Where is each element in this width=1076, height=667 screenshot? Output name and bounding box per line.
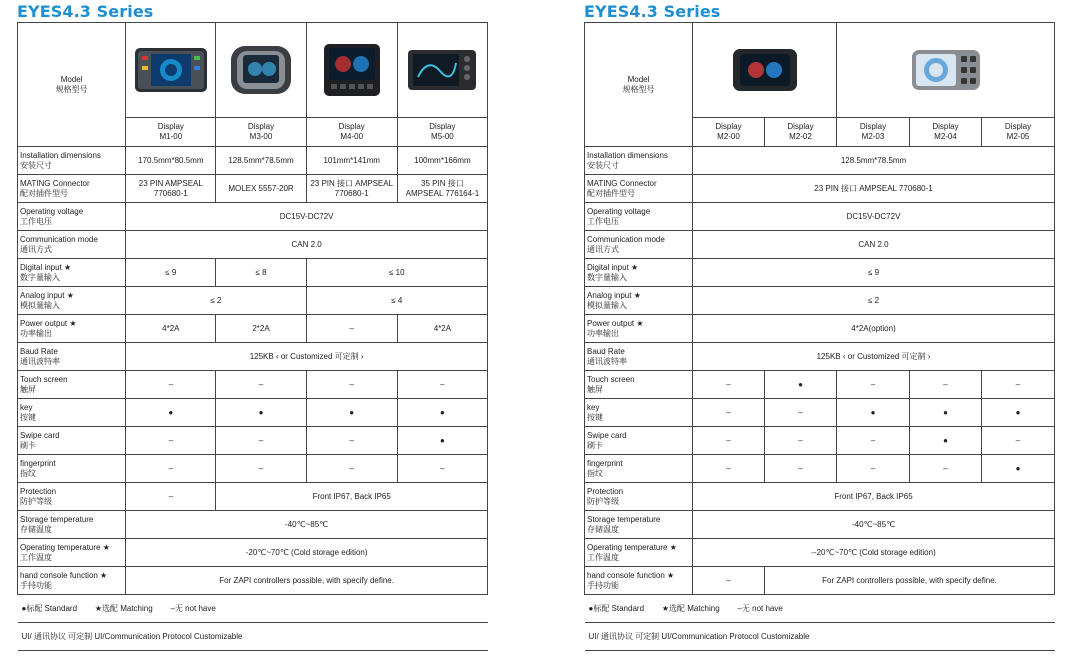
model-name: Display: [157, 122, 184, 131]
product-image-cell: [837, 23, 1055, 118]
model-name: Display: [787, 122, 814, 131]
model-name-cell: [693, 118, 765, 147]
cell: DC15V-DC72V: [126, 203, 488, 231]
cell: –: [397, 371, 487, 399]
product-image-cell: [216, 23, 306, 118]
cell: –: [765, 399, 837, 427]
model-name-cell: [765, 118, 837, 147]
cell: ≤ 9: [693, 259, 1055, 287]
model-name: Display: [932, 122, 959, 131]
cell: 4*2A: [126, 315, 216, 343]
row-label: Operating voltage 工作电压: [18, 203, 126, 231]
model-name: Display: [429, 122, 456, 131]
note-row: [585, 623, 1055, 651]
row-label: Protection 防护等级: [585, 483, 693, 511]
row-power: [585, 315, 1055, 343]
cell: –: [910, 455, 982, 483]
row-digital: [585, 259, 1055, 287]
row-storage: [585, 511, 1055, 539]
row-label: Swipe card 刷卡: [585, 427, 693, 455]
model-name-cell: [306, 118, 397, 147]
cell: ≤ 2: [693, 287, 1055, 315]
cell: -40℃~85℃: [693, 511, 1055, 539]
row-swipe: [18, 427, 488, 455]
model-name-cell: [837, 118, 910, 147]
product-image-cell: [693, 23, 837, 118]
legend-standard: ●标配 Standard: [588, 603, 645, 613]
model-name-cell: [397, 118, 487, 147]
cell: For ZAPI controllers possible, with specify define.: [765, 567, 1055, 595]
cell: ●: [397, 427, 487, 455]
row-analog: [585, 287, 1055, 315]
cell: Front IP67, Back IP65: [216, 483, 488, 511]
cell: 170.5mm*80.5mm: [126, 147, 216, 175]
model-code: M3-00: [249, 132, 273, 141]
cell: –: [306, 427, 397, 455]
cell: –: [765, 427, 837, 455]
row-finger: [18, 455, 488, 483]
cell: ●: [306, 399, 397, 427]
cell: –: [693, 567, 765, 595]
product-image-cell: [306, 23, 397, 118]
product-image-cell: [397, 23, 487, 118]
legend-matching: ★选配 Matching: [94, 603, 153, 613]
cell: 125KB ‹ or Customized 可定制 ›: [693, 343, 1055, 371]
row-label: Analog input ★ 模拟量输入: [585, 287, 693, 315]
legend: [585, 595, 1055, 623]
row-label: Touch screen 触屏: [585, 371, 693, 399]
cell: 23 PIN AMPSEAL 770680-1: [126, 175, 216, 203]
model-label-cell: [585, 23, 693, 147]
model-code: M2-04: [934, 132, 957, 141]
cell: ≤ 9: [126, 259, 216, 287]
row-label: MATING Connector 配对插件型号: [18, 175, 126, 203]
model-label-en: Model: [627, 74, 650, 84]
row-mating: [18, 175, 488, 203]
row-protect: [18, 483, 488, 511]
row-install: [585, 147, 1055, 175]
cell: –: [306, 371, 397, 399]
row-label: hand console function ★ 手持功能: [585, 567, 693, 595]
legend-standard: ●标配 Standard: [21, 603, 78, 613]
cell: --20℃~70℃ (Cold storage edition): [693, 539, 1055, 567]
cell: –: [693, 455, 765, 483]
cell: For ZAPI controllers possible, with specify define.: [126, 567, 488, 595]
cell: -40℃~85℃: [126, 511, 488, 539]
row-label: Analog input ★ 模拟量输入: [18, 287, 126, 315]
model-name-cell: [982, 118, 1055, 147]
cell: ●: [837, 399, 910, 427]
model-name: Display: [247, 122, 275, 131]
cell: 2*2A: [216, 315, 306, 343]
row-label: Baud Rate 通讯波特率: [18, 343, 126, 371]
row-label: Touch screen 触屏: [18, 371, 126, 399]
row-label: key 按键: [18, 399, 126, 427]
cell: –: [765, 455, 837, 483]
cell: DC15V-DC72V: [693, 203, 1055, 231]
display-m2-image: [730, 44, 800, 96]
cell: ●: [982, 399, 1055, 427]
row-label: Installation dimensions 安装尺寸: [18, 147, 126, 175]
cell: –: [126, 371, 216, 399]
row-hand: [18, 567, 488, 595]
model-name: Display: [859, 122, 887, 131]
cell: –: [126, 427, 216, 455]
note-row: [18, 623, 488, 651]
cell: ≤ 4: [306, 287, 487, 315]
model-code: M2-05: [1006, 132, 1030, 141]
cell: –: [126, 455, 216, 483]
row-label: MATING Connector 配对插件型号: [585, 175, 693, 203]
display-m4-image: [321, 42, 383, 98]
row-optemp: [585, 539, 1055, 567]
row-label: Storage temperature 存储温度: [18, 511, 126, 539]
cell: –: [216, 427, 306, 455]
row-label: Power output ★ 功率输出: [585, 315, 693, 343]
row-power: [18, 315, 488, 343]
row-touch: [585, 371, 1055, 399]
row-label: Protection 防护等级: [18, 483, 126, 511]
row-label: Storage temperature 存储温度: [585, 511, 693, 539]
row-key: [585, 399, 1055, 427]
model-code: M1-00: [159, 132, 183, 141]
model-code: M4-00: [340, 132, 364, 141]
cell: CAN 2.0: [126, 231, 488, 259]
row-label: hand console function ★ 手持功能: [18, 567, 126, 595]
cell: –: [693, 399, 765, 427]
spec-table: [17, 22, 488, 651]
row-label: Communication mode 通讯方式: [585, 231, 693, 259]
cell: 128.5mm*78.5mm: [693, 147, 1055, 175]
cell: 101mm*141mm: [306, 147, 397, 175]
row-baud: [18, 343, 488, 371]
model-code: M2-03: [861, 132, 885, 141]
cell: 125KB ‹ or Customized 可定制 ›: [126, 343, 488, 371]
cell: –: [837, 427, 910, 455]
row-finger: [585, 455, 1055, 483]
cell: CAN 2.0: [693, 231, 1055, 259]
cell: –: [397, 455, 487, 483]
cell: –: [693, 371, 765, 399]
cell: –: [126, 483, 216, 511]
row-label: Communication mode 通讯方式: [18, 231, 126, 259]
model-code: M2-00: [717, 132, 740, 141]
row-protect: [585, 483, 1055, 511]
cell: ●: [982, 455, 1055, 483]
row-label: fingerprint 指纹: [585, 455, 693, 483]
cell: –: [982, 371, 1055, 399]
row-optemp: [18, 539, 488, 567]
row-label: Baud Rate 通讯波特率: [585, 343, 693, 371]
row-label: Digital input ★ 数字量输入: [585, 259, 693, 287]
model-name-cell: [126, 118, 216, 147]
row-label: Operating temperature ★ 工作温度: [585, 539, 693, 567]
row-label: fingerprint 指纹: [18, 455, 126, 483]
cell: –: [910, 371, 982, 399]
legend-none: –无 not have: [737, 603, 783, 613]
cell: ●: [910, 399, 982, 427]
model-label-cell: [18, 23, 126, 147]
row-comm: [585, 231, 1055, 259]
cell: –: [216, 371, 306, 399]
cell: ●: [126, 399, 216, 427]
cell: –: [306, 315, 397, 343]
cell: ●: [216, 399, 306, 427]
cell: 128.5mm*78.5mm: [216, 147, 306, 175]
model-code: M5-00: [431, 132, 454, 141]
cell: 4*2A(option): [693, 315, 1055, 343]
row-label: Power output ★ 功率输出: [18, 315, 126, 343]
series-title: EYES4.3 Series: [17, 2, 154, 21]
spec-table: [584, 22, 1055, 651]
row-label: Digital input ★ 数字量输入: [18, 259, 126, 287]
cell: ≤ 10: [306, 259, 487, 287]
model-code: M2-02: [789, 132, 812, 141]
cell: ≤ 8: [216, 259, 306, 287]
cell: Front IP67, Back IP65: [693, 483, 1055, 511]
cell: ●: [910, 427, 982, 455]
display-m2-keypad-image: [910, 44, 982, 96]
cell: ≤ 2: [126, 287, 306, 315]
cell: –: [306, 455, 397, 483]
model-label-cn: 规格型号: [55, 84, 88, 94]
cell: -20℃~70℃ (Cold storage edition): [126, 539, 488, 567]
cell: ●: [765, 371, 837, 399]
protocol-note: UI/ 通讯协议 可定制 UI/Communication Protocol Customizable: [585, 623, 1055, 651]
cell: –: [837, 371, 910, 399]
model-name-cell: [910, 118, 982, 147]
row-mating: [585, 175, 1055, 203]
row-label: Operating temperature ★ 工作温度: [18, 539, 126, 567]
cell: MOLEX 5557-20R: [216, 175, 306, 203]
row-label: Swipe card 刷卡: [18, 427, 126, 455]
row-digital: [18, 259, 488, 287]
model-name: Display: [338, 122, 365, 131]
display-m3-image: [229, 42, 293, 98]
model-name-cell: [216, 118, 306, 147]
row-voltage: [18, 203, 488, 231]
legend-matching: ★选配 Matching: [661, 603, 720, 613]
row-comm: [18, 231, 488, 259]
cell: 4*2A: [397, 315, 487, 343]
model-name: Display: [1004, 122, 1032, 131]
model-label-en: Model: [60, 74, 83, 84]
cell: 100mm*166mm: [397, 147, 487, 175]
cell: 35 PIN 接口 AMPSEAL 776164-1: [397, 175, 487, 203]
row-label: Operating voltage 工作电压: [585, 203, 693, 231]
cell: 23 PIN 接口 AMPSEAL 770680-1: [306, 175, 397, 203]
model-name: Display: [715, 122, 742, 131]
row-analog: [18, 287, 488, 315]
model-label-cn: 规格型号: [622, 84, 655, 94]
row-voltage: [585, 203, 1055, 231]
row-hand: [585, 567, 1055, 595]
row-install: [18, 147, 488, 175]
row-label: key 按键: [585, 399, 693, 427]
row-label: Installation dimensions 安装尺寸: [585, 147, 693, 175]
cell: 23 PIN 接口 AMPSEAL 770680-1: [693, 175, 1055, 203]
cell: ●: [397, 399, 487, 427]
cell: –: [837, 455, 910, 483]
product-image-cell: [126, 23, 216, 118]
display-m5-image: [406, 47, 478, 93]
display-m1-image: [133, 44, 209, 96]
legend-row: [585, 595, 1055, 623]
row-touch: [18, 371, 488, 399]
row-baud: [585, 343, 1055, 371]
cell: –: [216, 455, 306, 483]
row-key: [18, 399, 488, 427]
row-storage: [18, 511, 488, 539]
legend-row: [18, 595, 488, 623]
cell: –: [693, 427, 765, 455]
cell: –: [982, 427, 1055, 455]
row-swipe: [585, 427, 1055, 455]
protocol-note: UI/ 通讯协议 可定制 UI/Communication Protocol Customizable: [18, 623, 488, 651]
legend-none: –无 not have: [170, 603, 216, 613]
series-title: EYES4.3 Series: [584, 2, 721, 21]
legend: [18, 595, 488, 623]
